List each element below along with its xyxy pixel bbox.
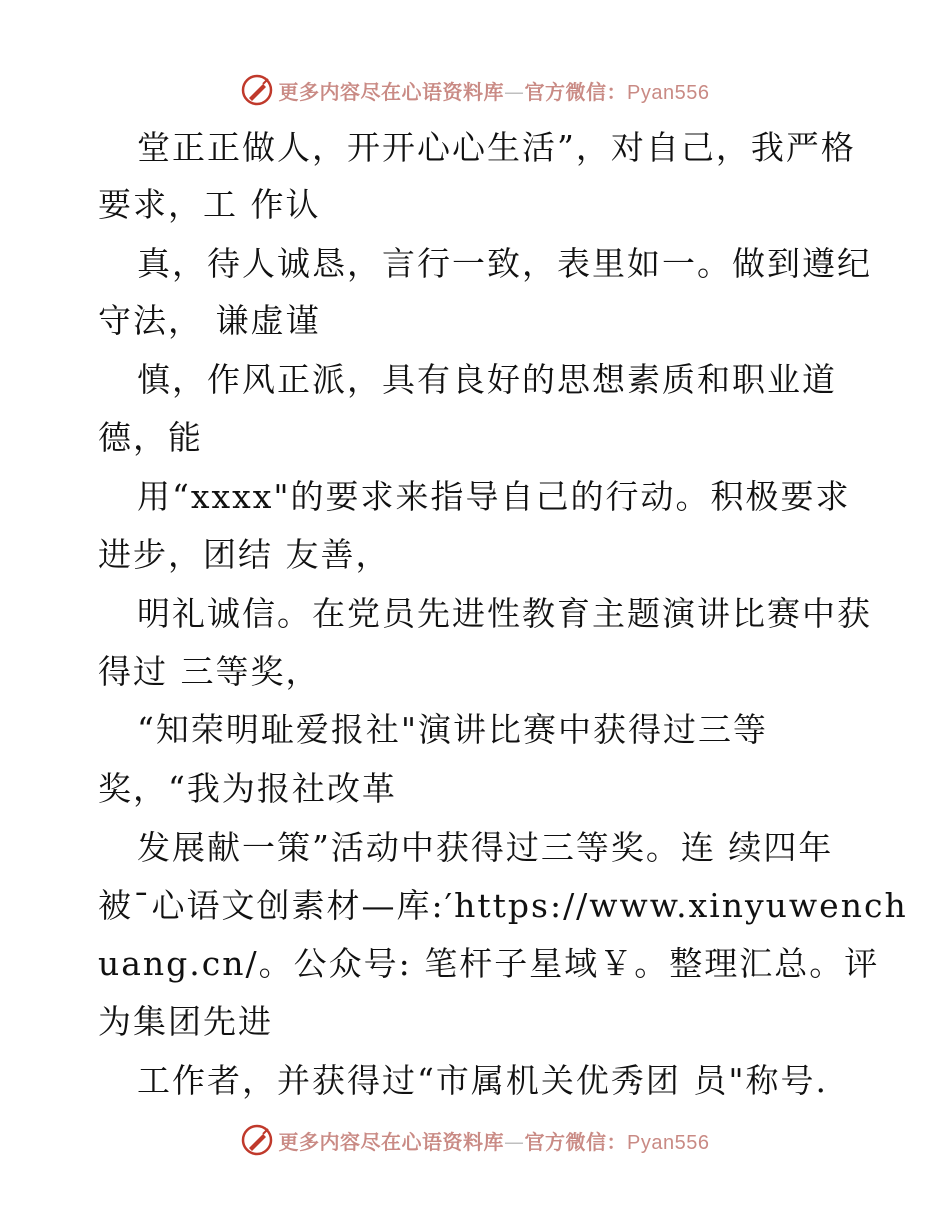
text-line: 要求，工 作认 bbox=[98, 185, 321, 224]
banner-suffix-text: 官方微信： bbox=[524, 1129, 628, 1154]
quill-logo-icon bbox=[241, 1124, 273, 1156]
text-line: 真，待人诚恳，言行一致，表里如一。做到遵纪 bbox=[137, 244, 872, 283]
text-line: 发展献一策”活动中获得过三等奖。连 续四年 bbox=[137, 828, 834, 867]
text-line: 明礼诚信。在党员先进性教育主题演讲比赛中获 bbox=[137, 594, 872, 633]
banner-main-text: 更多内容尽在心语资料库 bbox=[278, 1129, 505, 1154]
text-line: 德，能 bbox=[98, 418, 203, 457]
text-line: 用“xxxx"的要求来指导自己的行动。积极要求 bbox=[137, 477, 851, 516]
text-line: 堂正正做人，开开心心生活”，对自己，我严格 bbox=[137, 128, 856, 167]
text-line: 守法， 谦虚谨 bbox=[98, 301, 321, 340]
text-line: 奖，“我为报社改革 bbox=[98, 769, 397, 808]
text-line: uang.cn/。公众号: 笔杆子星域￥。整理汇总。评 bbox=[98, 944, 880, 983]
banner-suffix-text: 官方微信： bbox=[524, 79, 628, 104]
banner-dash: — bbox=[504, 79, 525, 104]
banner-wechat-id: Pyan556 bbox=[627, 81, 710, 104]
banner-dash: — bbox=[504, 1129, 525, 1154]
text-line: 得过 三等奖， bbox=[98, 652, 321, 691]
banner-wechat-id: Pyan556 bbox=[627, 1131, 710, 1154]
text-line: “知荣明耻爱报社"演讲比赛中获得过三等 bbox=[137, 710, 769, 749]
banner-text bbox=[279, 1126, 710, 1155]
text-line: 为集团先进 bbox=[98, 1002, 273, 1041]
banner-main-text: 更多内容尽在心语资料库 bbox=[278, 79, 505, 104]
text-line: 工作者，并获得过“市属机关优秀团 员"称号. bbox=[137, 1061, 829, 1100]
text-line: 被¯心语文创素材—库:′https://www.xinyuwench bbox=[98, 886, 908, 925]
text-line: 进步，团结 友善， bbox=[98, 535, 391, 574]
footer-banner bbox=[0, 1120, 950, 1160]
text-line: 慎，作风正派，具有良好的思想素质和职业道 bbox=[137, 360, 837, 399]
